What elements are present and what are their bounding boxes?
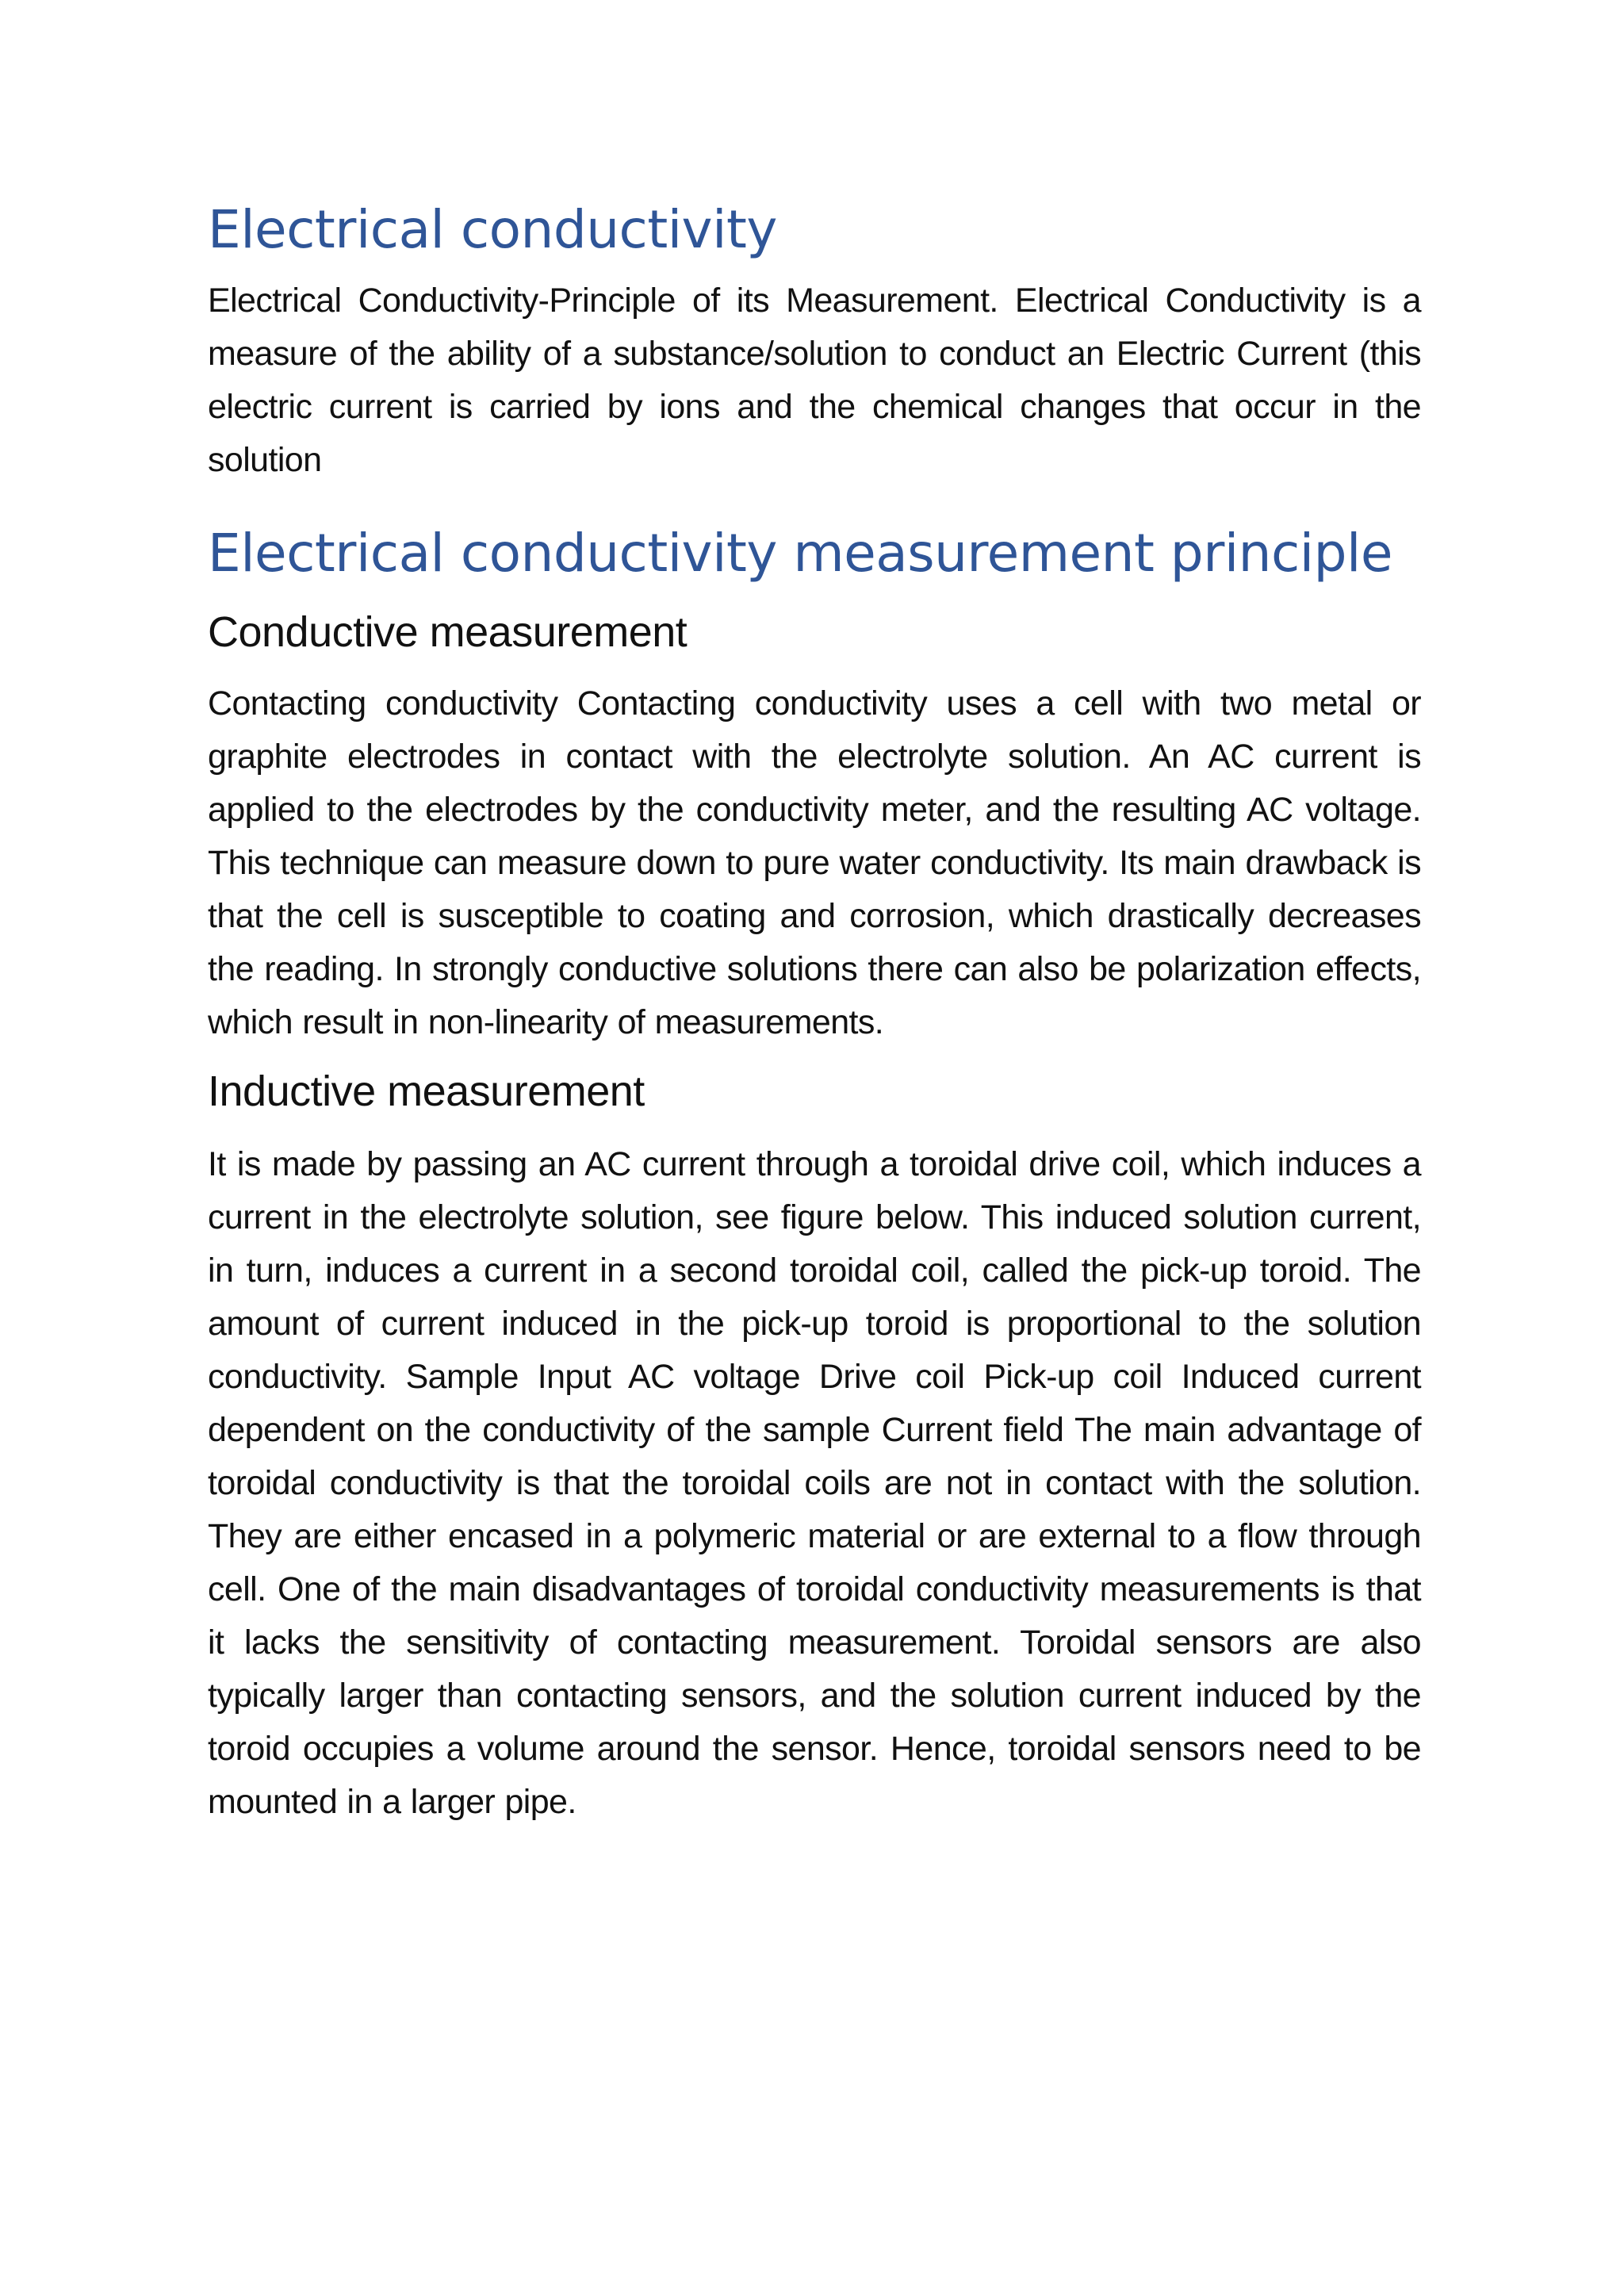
document-content [208, 197, 1421, 1829]
paragraph-inductive-measurement: It is made by passing an AC current through a toroidal drive coil, which induces a current in the electrolyte solution, see figure below. This induced solution current, in turn, induces a current in a second toroidal coil, called the pick-up toroid. The amount of current induced in the pick-up toroid is proportional to the solution conductivity. Sample Input AC voltage Drive coil Pick-up coil Induced current dependent on the conductivity of the sample Current field The main advantage of toroidal conductivity is that the toroidal coils are not in contact with the solution. They are either encased in a polymeric material or are external to a flow through cell. One of the main disadvantages of toroidal conductivity measurements is that it lacks the sensitivity of contacting measurement. Toroidal sensors are also typically larger than contacting sensors, and the solution current induced by the toroid occupies a volume around the sensor. Hence, toroidal sensors need to be mounted in a larger pipe. [208, 1145, 1421, 1821]
subsection-heading-conductive-measurement: Conductive measurement [208, 608, 688, 656]
paragraph-conductive-measurement: Contacting conductivity Contacting conductivity uses a cell with two metal or graphite electrodes in contact with the electrolyte solution. An AC current is applied to the electrodes by the conductivity meter, and the resulting AC voltage. This technique can measure down to pure water conductivity. Its main drawback is that the cell is susceptible to coating and corrosion, which drastically decreases the reading. In strongly conductive solutions there can also be polarization effects, which result in non-linearity of measurements. [208, 684, 1421, 1041]
section-heading-measurement-principle: Electrical conductivity measurement principle [208, 523, 1392, 584]
section-heading-electrical-conductivity: Electrical conductivity [208, 199, 777, 260]
subsection-heading-inductive-measurement: Inductive measurement [208, 1068, 645, 1115]
paragraph-conductivity-definition: Electrical Conductivity-Principle of its Measurement. Electrical Conductivity is a measure of the ability of a substance/solution to conduct an Electric Current (this electric current is carried by ions and the chemical changes that occur in the solution [208, 282, 1421, 479]
